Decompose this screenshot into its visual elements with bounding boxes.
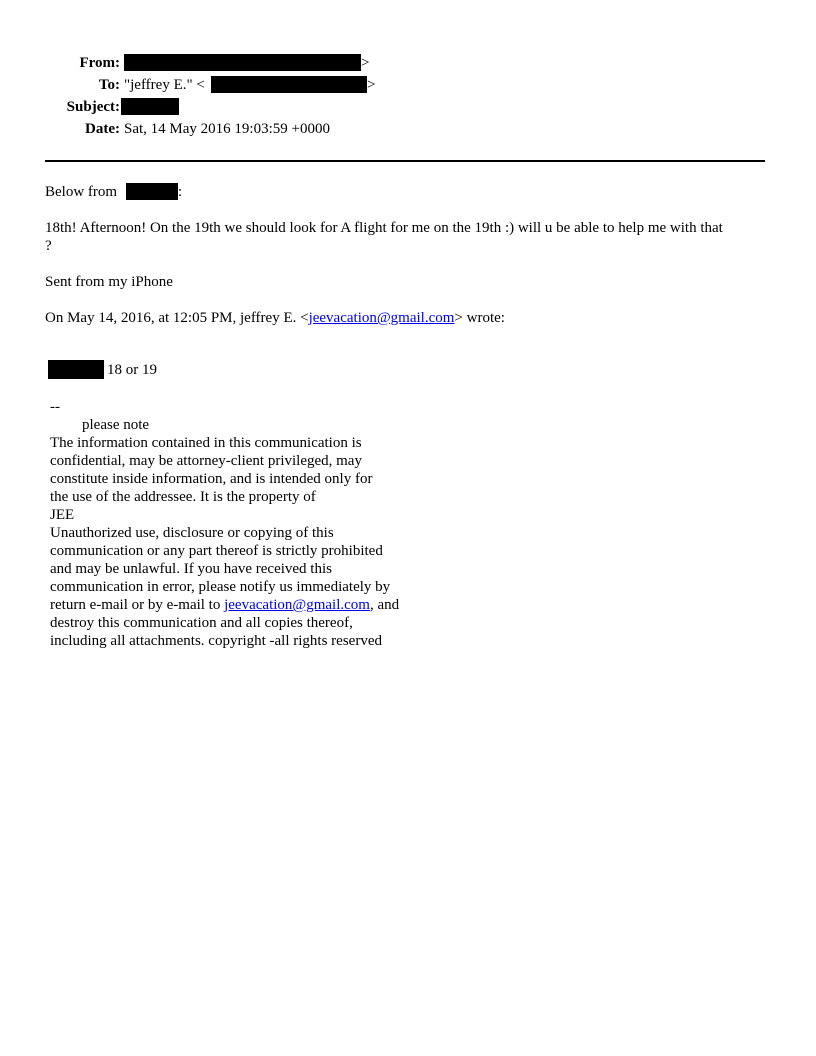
- to-value: "jeffrey E." <: [124, 77, 205, 93]
- below-from-text: Below from: [45, 184, 118, 200]
- to-label: To:: [98, 77, 120, 93]
- from-label: From:: [79, 55, 120, 71]
- disclaimer-closing-line: including all attachments. copyright -all rights reserved: [50, 633, 382, 649]
- disclaimer-line: JEE: [50, 507, 75, 523]
- disclaimer-line: communication in error, please notify us immediately by: [50, 579, 391, 595]
- redaction-sender: [126, 183, 178, 200]
- redaction-subject: [121, 98, 179, 115]
- redaction-quoted-name: [48, 360, 104, 379]
- disclaimer-block: [50, 398, 450, 650]
- disclaimer-line: The information contained in this communication is: [50, 435, 362, 451]
- subject-label: Subject:: [66, 99, 120, 115]
- date-label: Date:: [85, 121, 120, 137]
- disclaimer-line: Unauthorized use, disclosure or copying of this: [50, 525, 334, 541]
- disclaimer-email-prefix: return e-mail or by e-mail to: [50, 597, 225, 613]
- from-suffix: >: [361, 55, 370, 71]
- disclaimer-email-line: [50, 596, 450, 614]
- disclaimer-email-suffix: , and: [369, 597, 400, 613]
- disclaimer-dashes: --: [50, 399, 60, 415]
- disclaimer-please-note: please note: [82, 417, 150, 433]
- quote-email-link[interactable]: jeevacation@gmail.com: [308, 310, 455, 326]
- disclaimer-line: confidential, may be attorney-client privileged, may: [50, 453, 362, 469]
- disclaimer-line: the use of the addressee. It is the property of: [50, 489, 316, 505]
- disclaimer-email-link[interactable]: jeevacation@gmail.com: [224, 597, 370, 613]
- quoted-text: 18 or 19: [107, 362, 157, 378]
- redaction-to: [211, 76, 367, 93]
- message-line-1: 18th! Afternoon! On the 19th we should look for A flight for me on the 19th :) will u be able to help me with that: [45, 220, 723, 236]
- disclaimer-line: constitute inside information, and is intended only for: [50, 471, 373, 487]
- disclaimer-line: communication or any part thereof is strictly prohibited: [50, 543, 383, 559]
- date-value: Sat, 14 May 2016 19:03:59 +0000: [124, 121, 330, 137]
- redaction-from: [124, 54, 361, 71]
- quote-attribution: [45, 309, 505, 327]
- below-from-colon: :: [178, 184, 183, 200]
- quote-prefix: On May 14, 2016, at 12:05 PM, jeffrey E. <: [45, 310, 309, 326]
- header-divider: [45, 160, 765, 162]
- signature: Sent from my iPhone: [45, 274, 173, 290]
- to-suffix: >: [367, 77, 376, 93]
- disclaimer-line: and may be unlawful. If you have received this: [50, 561, 332, 577]
- quote-suffix: > wrote:: [454, 310, 505, 326]
- message-line-2: ?: [45, 238, 52, 254]
- disclaimer-closing-line: destroy this communication and all copies thereof,: [50, 615, 353, 631]
